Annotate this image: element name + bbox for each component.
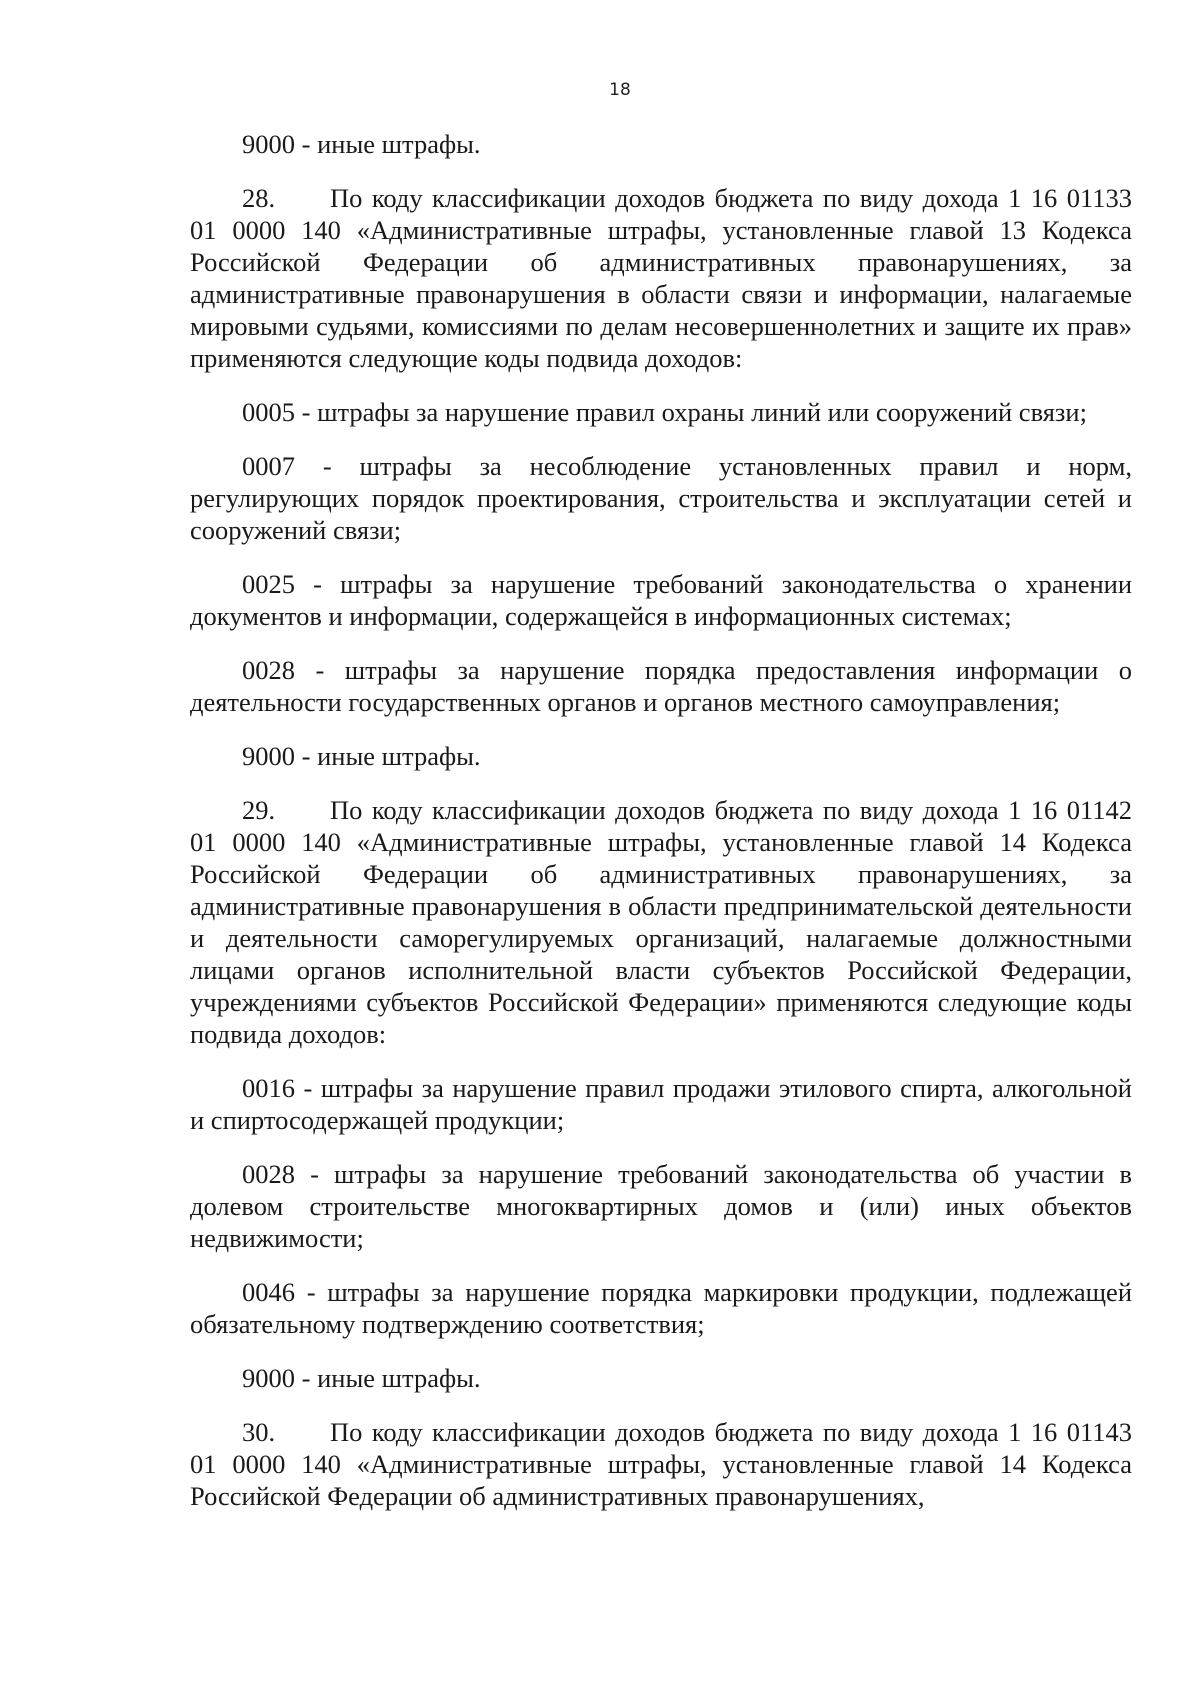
paragraph-subcode-0005: 0005 - штрафы за нарушение правил охраны линий или сооружений связи; bbox=[242, 397, 1087, 427]
paragraph-subcode-9000: 9000 - иные штрафы. bbox=[242, 1363, 481, 1393]
document-body bbox=[190, 128, 1132, 1534]
paragraph-subcode-0028: 0028 - штрафы за нарушение требований законодательства об участии в долевом строительстве многоквартирных домов и (или) иных объектов недвижимости; bbox=[190, 1159, 1132, 1253]
paragraph-item-30: 30. По коду классификации доходов бюджета по виду дохода 1 16 01143 01 0000 140 «Административные штрафы, установленные главой 14 Кодекса Российской Федерации об административных правонарушениях, bbox=[190, 1417, 1132, 1511]
paragraph-subcode-0046: 0046 - штрафы за нарушение порядка маркировки продукции, подлежащей обязательному подтверждению соответствия; bbox=[190, 1277, 1132, 1339]
paragraph-subcode-9000: 9000 - иные штрафы. bbox=[242, 129, 481, 159]
paragraph-item-28: 28. По коду классификации доходов бюджета по виду дохода 1 16 01133 01 0000 140 «Административные штрафы, установленные главой 13 Кодекса Российской Федерации об административных правонарушениях, за административные правонарушения в области связи и информации, налагаемые мировыми судьями, комиссиями по делам несовершеннолетних и защите их прав» применяются следующие коды подвида доходов: bbox=[190, 183, 1132, 373]
paragraph-number: 29. bbox=[242, 795, 276, 825]
paragraph-item-29: 29. По коду классификации доходов бюджета по виду дохода 1 16 01142 01 0000 140 «Административные штрафы, установленные главой 14 Кодекса Российской Федерации об административных правонарушениях, за административные правонарушения в области предпринимательской деятельности и деятельности саморегулируемых организаций, налагаемые должностными лицами органов исполнительной власти субъектов Российской Федерации, учреждениями субъектов Российской Федерации» применяются следующие коды подвида доходов: bbox=[190, 795, 1132, 1049]
paragraph-subcode-0007: 0007 - штрафы за несоблюдение установленных правил и норм, регулирующих порядок проектирования, строительства и эксплуатации сетей и сооружений связи; bbox=[190, 451, 1132, 545]
paragraph-number: 28. bbox=[242, 183, 276, 213]
paragraph-number: 30. bbox=[242, 1417, 276, 1447]
paragraph-subcode-0016: 0016 - штрафы за нарушение правил продажи этилового спирта, алкогольной и спиртосодержащей продукции; bbox=[190, 1073, 1132, 1135]
paragraph-subcode-0028: 0028 - штрафы за нарушение порядка предоставления информации о деятельности государственных органов и органов местного самоуправления; bbox=[190, 655, 1132, 717]
paragraph-subcode-0025: 0025 - штрафы за нарушение требований законодательства о хранении документов и информации, содержащейся в информационных системах; bbox=[190, 569, 1132, 631]
page-number: 18 bbox=[609, 80, 631, 100]
paragraph-subcode-9000: 9000 - иные штрафы. bbox=[242, 741, 481, 771]
